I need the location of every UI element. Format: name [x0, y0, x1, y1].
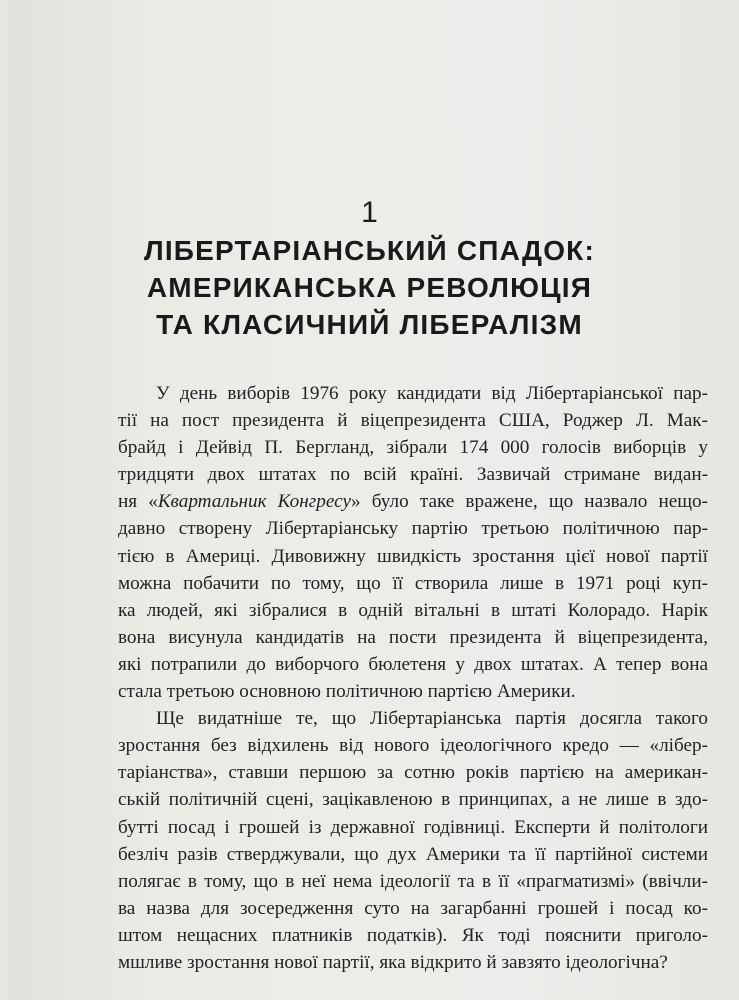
- paragraph: [118, 380, 708, 705]
- chapter-title-line: АМЕРИКАНСЬКА РЕВОЛЮЦІЯ: [146, 272, 593, 303]
- paragraph: [118, 705, 708, 976]
- text-line: давно створену Лібертаріанську партію третьою політичною пар-: [118, 518, 708, 540]
- text-line: безліч разів стверджували, що дух Америки та її партійної системи: [118, 843, 708, 865]
- text-fragment: » було таке вражене, що назвало нещо-: [351, 491, 708, 513]
- text-line: Ще видатніше те, що Лібертаріанська партія досягла такого: [156, 708, 708, 730]
- text-line: ській політичній сцені, зацікавленою в принципах, а не лише в здо-: [118, 789, 708, 811]
- text-line: ка людей, які зібралися в одній вітальні в штаті Колорадо. Нарік: [118, 599, 708, 621]
- text-line: стала третьою основною політичною партією Америки.: [118, 681, 576, 703]
- text-line: штом нещасних платників податків). Як тоді пояснити приголо-: [118, 924, 708, 946]
- text-line: брайд і Дейвід П. Бергланд, зібрали 174 000 голосів виборців у: [118, 437, 708, 459]
- text-line: зростання без відхилень від нового ідеологічного кредо — «лібер-: [118, 735, 708, 757]
- chapter-title-line: ЛІБЕРТАРІАНСЬКИЙ СПАДОК:: [143, 235, 595, 266]
- text-fragment: ня «: [118, 491, 158, 513]
- text-line: мшливе зростання нової партії, яка відкрито й завзято ідеологічна?: [118, 951, 668, 973]
- text-line: які потрапили до виборчого бюлетеня у двох штатах. А тепер вона: [118, 653, 708, 675]
- body-text: [118, 380, 708, 976]
- text-line: тії на пост президента й віцепрезидента США, Роджер Л. Мак-: [118, 410, 708, 432]
- text-line: таріанства», ставши першою за сотню років партією на американ-: [118, 762, 708, 784]
- chapter-title-line: ТА КЛАСИЧНИЙ ЛІБЕРАЛІЗМ: [156, 309, 583, 340]
- text-line: можна побачити по тому, що її створила лише в 1971 році куп-: [118, 572, 708, 594]
- text-line: ва назва для зосередження суто на загарбанні грошей і посад ко-: [118, 897, 708, 919]
- text-line: У день виборів 1976 року кандидати від Лібертаріанської пар-: [156, 383, 708, 404]
- text-line: полягає в тому, що в неї нема ідеології та в її «прагматизмі» (ввічли-: [118, 870, 708, 892]
- journal-title: Квартальник Конгресу: [157, 491, 352, 513]
- chapter-number: 1: [361, 196, 378, 229]
- text-line: [118, 488, 708, 515]
- text-line: вона висунула кандидатів на пости президента й віцепрезидента,: [118, 626, 708, 648]
- chapter-title: [0, 232, 739, 343]
- text-line: тією в Америці. Дивовижну швидкість зростання цієї нової партії: [118, 545, 708, 567]
- text-line: тридцяти двох штатах по всій країні. Зазвичай стримане видан-: [118, 464, 708, 486]
- text-line: бутті посад і грошей із державної годівниці. Експерти й політологи: [118, 816, 708, 838]
